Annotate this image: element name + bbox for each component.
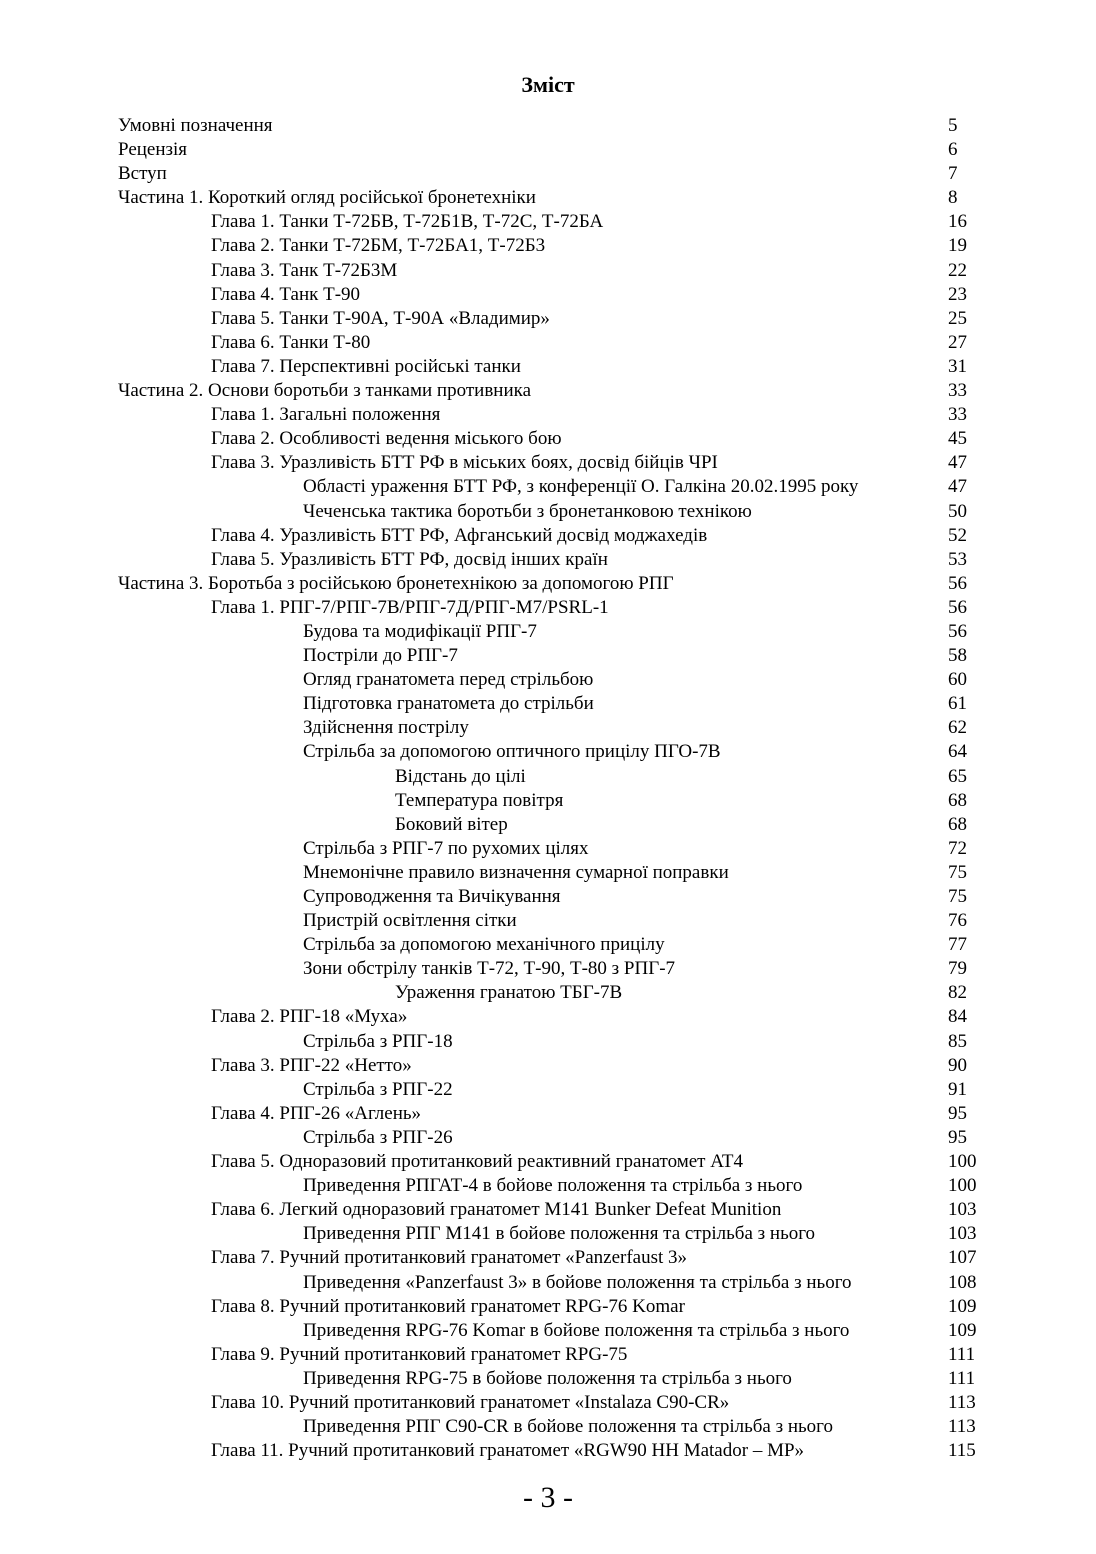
toc-entry-page: 45 — [948, 428, 967, 450]
toc-entry-page: 64 — [948, 741, 967, 763]
toc-entry-page: 33 — [948, 404, 967, 426]
toc-entry-page: 5 — [948, 115, 958, 136]
toc-entry — [118, 1126, 998, 1150]
toc-entry-page: 65 — [948, 765, 967, 787]
toc-entry-label: Температура повітря — [395, 789, 564, 811]
toc-entry — [118, 427, 998, 451]
toc-entry-page: 60 — [948, 669, 967, 691]
toc-entry-page: 23 — [948, 283, 967, 305]
toc-entry — [118, 644, 998, 668]
toc-entry-page: 52 — [948, 524, 967, 546]
toc-entry — [118, 765, 998, 789]
toc-entry-page: 56 — [948, 596, 967, 618]
toc-entry-label: Чеченська тактика боротьби з бронетанковою технікою — [303, 500, 752, 522]
toc-entry — [118, 259, 998, 283]
toc-entry-page: 76 — [948, 910, 967, 932]
toc-entry-page: 33 — [948, 380, 967, 402]
toc-entry — [118, 1030, 998, 1054]
toc-entry-label: Зони обстрілу танків Т-72, Т-90, Т-80 з РПГ-7 — [303, 958, 676, 980]
toc-entry-page: 72 — [948, 837, 967, 859]
toc-entry-label: Глава 6. Легкий одноразовий гранатомет M141 Bunker Defeat Munition — [211, 1199, 782, 1221]
toc-entry — [118, 668, 998, 692]
toc-entry-label: Приведення «Panzerfaust 3» в бойове положення та стрільба з нього — [303, 1271, 852, 1293]
toc-entry — [118, 740, 998, 764]
toc-entry-page: 50 — [948, 500, 967, 522]
toc-entry-label: Глава 2. РПГ-18 «Муха» — [211, 1006, 408, 1028]
toc-entry-page: 115 — [948, 1440, 976, 1462]
toc-entry-page: 95 — [948, 1102, 967, 1124]
toc-entry-page: 109 — [948, 1295, 977, 1317]
toc-entry-label: Підготовка гранатомета до стрільби — [303, 693, 594, 715]
toc-entry-label: Ураження гранатою ТБГ-7В — [395, 982, 623, 1004]
toc-entry-label: Відстань до цілі — [395, 765, 526, 787]
toc-entry — [118, 500, 998, 524]
toc-entry-label: Глава 5. Танки Т-90А, Т-90А «Владимир» — [211, 307, 550, 329]
toc-entry — [118, 1150, 998, 1174]
toc-entry-label: Мнемонічне правило визначення сумарної поправки — [303, 861, 729, 883]
toc-entry-page: 61 — [948, 693, 967, 715]
toc-entry-label: Стрільба з РПГ-22 — [303, 1078, 453, 1100]
toc-entry-page: 91 — [948, 1078, 967, 1100]
toc-entry-label: Частина 2. Основи боротьби з танками противника — [118, 380, 531, 402]
toc-entry-page: 68 — [948, 813, 967, 835]
toc-entry-page: 113 — [948, 1391, 976, 1413]
toc-entry-label: Глава 2. Особливості ведення міського бою — [211, 428, 562, 450]
toc-entry-page: 62 — [948, 717, 967, 739]
toc-entry-page: 56 — [948, 620, 967, 642]
toc-entry-label: Глава 6. Танки Т-80 — [211, 331, 371, 353]
toc-entry-page: 27 — [948, 331, 967, 353]
toc-entry-label: Глава 5. Одноразовий протитанковий реактивний гранатомет AT4 — [211, 1151, 743, 1173]
toc-entry-label: Приведення РПГ M141 в бойове положення та стрільба з нього — [303, 1223, 816, 1245]
toc-entry-label: Області ураження БТТ РФ, з конференції О. Галкіна 20.02.1995 року — [303, 476, 859, 498]
toc-entry-label: Стрільба з РПГ-26 — [303, 1126, 453, 1148]
toc-entry-label: Глава 11. Ручний протитанковий гранатомет «RGW90 HH Matador – MP» — [211, 1440, 805, 1462]
toc-entry-page: 77 — [948, 934, 967, 956]
toc-entry — [118, 1222, 998, 1246]
toc-entry-page: 100 — [948, 1151, 977, 1173]
toc-entry — [118, 162, 998, 186]
toc-entry-page: 108 — [948, 1271, 977, 1293]
toc-entry-label: Постріли до РПГ-7 — [303, 645, 458, 667]
toc-entry — [118, 692, 998, 716]
toc-entry-page: 109 — [948, 1319, 977, 1341]
toc-entry-label: Частина 3. Боротьба з російською бронетехнікою за допомогою РПГ — [118, 572, 674, 594]
toc-entry-label: Стрільба з РПГ-18 — [303, 1030, 453, 1052]
toc-entry-label: Боковий вітер — [395, 813, 508, 835]
toc-entry-page: 7 — [948, 163, 958, 185]
toc-entry-label: Глава 1. РПГ-7/РПГ-7В/РПГ-7Д/РПГ-М7/PSRL-1 — [211, 596, 609, 618]
toc-entry-label: Пристрій освітлення сітки — [303, 910, 517, 932]
toc-entry-page: 47 — [948, 476, 967, 498]
toc-entry-page: 95 — [948, 1126, 967, 1148]
toc-entry-page: 56 — [948, 572, 967, 594]
toc-entry-page: 58 — [948, 645, 967, 667]
toc-entry-page: 107 — [948, 1247, 977, 1269]
toc-entry — [118, 210, 998, 234]
toc-entry — [118, 837, 998, 861]
toc-entry — [118, 1319, 998, 1343]
toc-entry — [118, 1439, 998, 1463]
toc-entry-label: Стрільба за допомогою оптичного прицілу ПГО-7В — [303, 741, 721, 763]
toc-entry — [118, 909, 998, 933]
toc-entry-page: 103 — [948, 1199, 977, 1221]
toc-entry-page: 6 — [948, 139, 958, 161]
toc-entry-label: Огляд гранатомета перед стрільбою — [303, 669, 594, 691]
toc-entry-label: Вступ — [118, 163, 167, 185]
toc-entry — [118, 524, 998, 548]
toc-entry — [118, 355, 998, 379]
table-of-contents — [118, 114, 998, 1463]
toc-entry — [118, 789, 998, 813]
toc-entry-label: Глава 8. Ручний протитанковий гранатомет RPG-76 Komar — [211, 1295, 685, 1317]
toc-entry-page: 53 — [948, 548, 967, 570]
toc-entry-label: Глава 5. Уразливість БТТ РФ, досвід інших країн — [211, 548, 608, 570]
toc-entry — [118, 1054, 998, 1078]
toc-entry — [118, 933, 998, 957]
toc-entry — [118, 1246, 998, 1270]
toc-entry — [118, 1005, 998, 1029]
toc-entry-label: Глава 9. Ручний протитанковий гранатомет RPG-75 — [211, 1343, 628, 1365]
toc-entry-label: Глава 4. РПГ-26 «Аглень» — [211, 1102, 422, 1124]
toc-entry — [118, 1078, 998, 1102]
toc-entry-label: Глава 7. Ручний протитанковий гранатомет «Panzerfaust 3» — [211, 1247, 688, 1269]
toc-entry-label: Глава 1. Загальні положення — [211, 404, 441, 426]
toc-entry — [118, 186, 998, 210]
page-title: Зміст — [521, 72, 575, 97]
toc-entry-label: Глава 3. Уразливість БТТ РФ в міських боях, досвід бійців ЧРІ — [211, 452, 718, 474]
toc-entry — [118, 620, 998, 644]
toc-entry-label: Приведення RPG-75 в бойове положення та стрільба з нього — [303, 1367, 792, 1389]
toc-entry-page: 22 — [948, 259, 967, 281]
toc-entry-page: 25 — [948, 307, 967, 329]
toc-entry — [118, 981, 998, 1005]
toc-entry-label: Частина 1. Короткий огляд російської бронетехніки — [118, 187, 536, 209]
toc-entry — [118, 1295, 998, 1319]
toc-entry — [118, 1102, 998, 1126]
toc-entry — [118, 957, 998, 981]
toc-entry — [118, 716, 998, 740]
toc-entry-label: Глава 4. Танк Т-90 — [211, 283, 361, 305]
toc-entry-page: 111 — [948, 1367, 976, 1389]
toc-entry-page: 84 — [948, 1006, 967, 1028]
toc-entry-label: Супроводження та Вичікування — [303, 886, 561, 907]
toc-entry-page: 8 — [948, 187, 958, 209]
toc-entry-label: Приведення RPG-76 Komar в бойове положення та стрільба з нього — [303, 1319, 850, 1341]
toc-entry-label: Глава 1. Танки Т-72БВ, Т-72Б1В, Т-72С, Т-72БА — [211, 211, 604, 233]
toc-entry-label: Глава 7. Перспективні російські танки — [211, 355, 521, 377]
toc-entry-label: Здійснення пострілу — [303, 717, 469, 739]
toc-entry — [118, 1198, 998, 1222]
toc-entry — [118, 138, 998, 162]
toc-entry — [118, 1367, 998, 1391]
toc-entry-page: 103 — [948, 1223, 977, 1245]
toc-entry — [118, 234, 998, 258]
toc-entry — [118, 885, 998, 909]
toc-entry-page: 111 — [948, 1343, 976, 1365]
toc-entry — [118, 475, 998, 499]
toc-entry-label: Приведення РПГАТ-4 в бойове положення та стрільба з нього — [303, 1175, 803, 1197]
toc-entry-page: 68 — [948, 789, 967, 811]
toc-entry-label: Стрільба з РПГ-7 по рухомих цілях — [303, 837, 589, 859]
toc-entry — [118, 403, 998, 427]
toc-entry — [118, 572, 998, 596]
toc-entry — [118, 451, 998, 475]
toc-entry — [118, 379, 998, 403]
toc-entry-label: Глава 4. Уразливість БТТ РФ, Афганський досвід моджахедів — [211, 524, 708, 546]
toc-entry-label: Глава 3. Танк Т-72Б3М — [211, 259, 398, 281]
toc-entry — [118, 596, 998, 620]
toc-entry-page: 100 — [948, 1175, 977, 1197]
toc-entry-label: Будова та модифікації РПГ-7 — [303, 620, 537, 642]
toc-entry-page: 90 — [948, 1054, 967, 1076]
page-number: - 3 - — [523, 1481, 573, 1514]
toc-entry-page: 31 — [948, 355, 967, 377]
toc-entry-page: 19 — [948, 235, 967, 257]
toc-entry-page: 47 — [948, 452, 967, 474]
toc-entry-page: 75 — [948, 886, 967, 907]
toc-entry-page: 85 — [948, 1030, 967, 1052]
toc-entry-label: Приведення РПГ C90-CR в бойове положення та стрільба з нього — [303, 1416, 834, 1438]
toc-entry-page: 113 — [948, 1416, 976, 1438]
toc-entry-label: Глава 2. Танки Т-72БМ, Т-72БА1, Т-72Б3 — [211, 235, 546, 257]
toc-entry — [118, 548, 998, 572]
toc-entry-page: 82 — [948, 982, 967, 1004]
toc-entry-page: 79 — [948, 958, 967, 980]
toc-entry-label: Глава 3. РПГ-22 «Нетто» — [211, 1054, 412, 1076]
toc-entry — [118, 1271, 998, 1295]
toc-entry-label: Глава 10. Ручний протитанковий гранатомет «Instalaza C90-CR» — [211, 1391, 730, 1413]
toc-entry-page: 75 — [948, 861, 967, 883]
toc-entry — [118, 307, 998, 331]
toc-entry — [118, 1174, 998, 1198]
toc-entry-label: Рецензія — [118, 139, 188, 161]
toc-entry-label: Стрільба за допомогою механічного прицілу — [303, 934, 665, 956]
toc-entry — [118, 331, 998, 355]
toc-entry — [118, 1343, 998, 1367]
toc-entry — [118, 1415, 998, 1439]
toc-entry — [118, 114, 998, 138]
toc-entry — [118, 1391, 998, 1415]
toc-entry — [118, 813, 998, 837]
toc-entry — [118, 283, 998, 307]
toc-entry-page: 16 — [948, 211, 967, 233]
toc-entry — [118, 861, 998, 885]
toc-entry-label: Умовні позначення — [118, 115, 273, 136]
